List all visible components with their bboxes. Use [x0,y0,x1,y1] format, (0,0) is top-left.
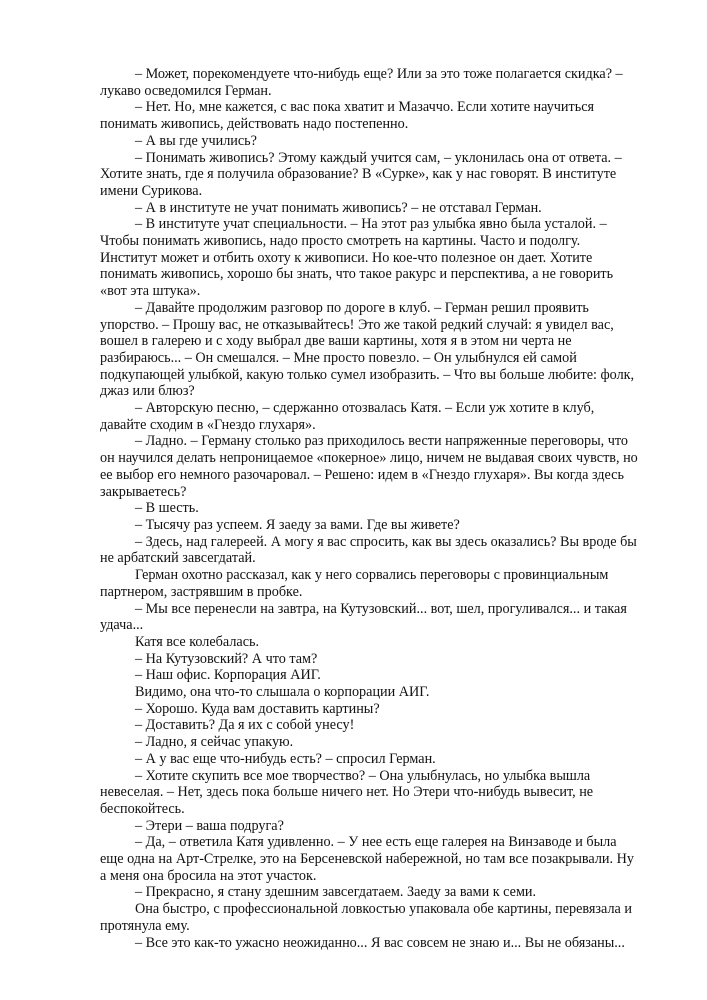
paragraph: – А у вас еще что-нибудь есть? – спросил Герман. [135,750,436,767]
paragraph: – Доставить? Да я их с собой унесу! [135,717,355,734]
paragraph: – Нет. Но, мне кажется, с вас пока хватит и Мазаччо. Если хотите научиться понимать живопись, действовать надо постепенно. [100,99,595,133]
paragraph: – Хотите скупить все мое творчество? – Она улыбнулась, но улыбка вышла невеселая. – Нет, здесь пока больше ничего нет. Но Этери что-нибудь вывесит, не беспокойтесь. [100,767,594,817]
paragraph: – Понимать живопись? Этому каждый учится сам, – уклонилась она от ответа. – Хотите знать, где я получила образование? В «Сурке», как у нас говорят. В институте имени Сурикова. [100,149,622,199]
paragraph: – Давайте продолжим разговор по дороге в клуб. – Герман решил проявить упорство. – Прошу вас, не отказывайтесь! Это же такой редкий случай: я увидел вас, вошел в галерею и с ходу выбрал две ваши картины, хотя я в этом ни черта не разбираюсь... – Он смешался. – Мне просто повезло. – Он улыбнулся ей самой подкупающей улыбкой, какую только сумел изобразить. – Что вы больше любите: фолк, джаз или блюз? [100,299,635,400]
paragraph: – Может, порекомендуете что-нибудь еще? Или за это тоже полагается скидка? – лукаво осведомился Герман. [100,66,623,99]
document-page [100,66,640,951]
paragraph: – На Кутузовский? А что там? [135,650,318,667]
paragraph: – Все это как-то ужасно неожиданно... Я вас совсем не знаю и... Вы не обязаны... [135,934,625,951]
paragraph: Герман охотно рассказал, как у него сорвались переговоры с провинциальным партнером, застрявшим в пробке. [100,567,609,600]
paragraph: Видимо, она что-то слышала о корпорации АИГ. [135,684,430,701]
paragraph: Катя все колебалась. [135,633,260,650]
paragraph: – Тысячу раз успеем. Я заеду за вами. Где вы живете? [135,516,460,533]
paragraph: – Наш офис. Корпорация АИГ. [135,667,321,684]
paragraph: – Прекрасно, я стану здешним завсегдатаем. Заеду за вами к семи. [135,884,537,901]
paragraph: Она быстро, с профессиональной ловкостью упаковала обе картины, перевязала и протянула ему. [100,901,632,934]
paragraph: – Хорошо. Куда вам доставить картины? [135,700,380,717]
paragraph: – Здесь, над галереей. А могу я вас спросить, как вы здесь оказались? Вы вроде бы не арбатский завсегдатай. [100,533,637,567]
paragraph: – Авторскую песню, – сдержанно отозвалась Катя. – Если уж хотите в клуб, давайте сходим в «Гнездо глухаря». [100,400,595,433]
paragraph: – Да, – ответила Катя удивленно. – У нее есть еще галерея на Винзаводе и была еще одна на Арт-Стрелке, это на Берсеневской набережной, но там все позакрывали. Ну а меня она бросила на этот участок. [100,834,634,884]
paragraph: – В шесть. [135,500,199,517]
paragraph: – А вы где учились? [135,132,257,149]
paragraph: – Ладно. – Герману столько раз приходилось вести напряженные переговоры, что он научился делать непроницаемое «покерное» лицо, ничем не выдавая своих чувств, но ее выбор его немного разочаровал. – Решено: идем в «Гнездо глухаря». Вы когда здесь закрываетесь? [100,433,638,500]
paragraph: – Мы все перенесли на завтра, на Кутузовский... вот, шел, прогуливался... и такая удача... [100,600,627,634]
paragraph: – Ладно, я сейчас упакую. [135,734,294,751]
paragraph: – Этери – ваша подруга? [135,817,284,834]
paragraph: – В институте учат специальности. – На этот раз улыбка явно была усталой. – Чтобы понимать живопись, надо просто смотреть на картины. Часто и подолгу. Институт может и отбить охоту к живописи. Но кое-что полезное он дает. Хотите понимать живопись, хорошо бы знать, что такое ракурс и перспектива, а не говорить «вот эта штука». [100,216,614,300]
paragraph: – А в институте не учат понимать живопись? – не отставал Герман. [135,199,542,216]
